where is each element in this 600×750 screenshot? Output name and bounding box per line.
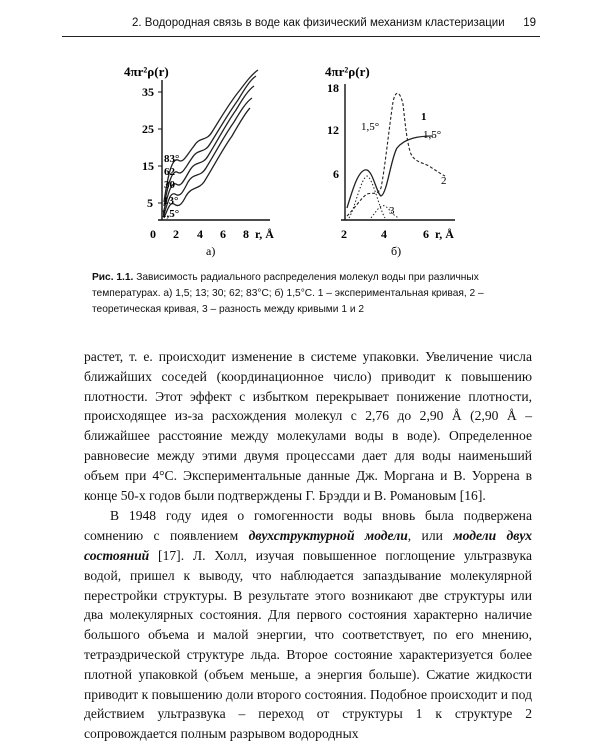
panel-a-ylabel: 4πr²ρ(r) bbox=[124, 64, 169, 79]
panel-b-xtick: 6 bbox=[423, 227, 429, 241]
panel-a-xtick: 2 bbox=[173, 227, 179, 241]
panel-a-curve bbox=[164, 86, 254, 210]
panel-b-graph bbox=[315, 58, 495, 268]
panel-b-curve-3 bbox=[371, 206, 399, 218]
paragraph-text: , или bbox=[407, 528, 454, 544]
panel-b-xtick: 2 bbox=[341, 227, 347, 241]
running-header bbox=[62, 14, 540, 37]
panel-b-curve-label: 1 bbox=[421, 111, 427, 123]
panel-a-ytick: 25 bbox=[142, 122, 154, 136]
panel-a-graph bbox=[100, 58, 300, 268]
panel-b-curve-label: 3 bbox=[389, 205, 395, 217]
caption-label: Рис. 1.1. bbox=[92, 272, 134, 283]
paragraph bbox=[84, 506, 532, 744]
panel-b-curve-3 bbox=[349, 176, 385, 218]
panel-a-curve-label: 30 bbox=[164, 179, 175, 191]
body-text bbox=[84, 347, 532, 744]
panel-a-xtick: 6 bbox=[220, 227, 226, 241]
paragraph-text: В 1948 году идея о гомогенности воды вновь была подвержена сомнению с появлением bbox=[84, 508, 532, 544]
paragraph-text: [17]. Л. Холл, изучая повышенное поглощение ультразвука водой, пришел к выводу, что наблюдается запаздывание молекулярной перестройки структуры. В результате этого возникают две структуры или два молекулярных состояния. Для первого состояния характерно наличие большого объема и малой энергии, что соответствует, по его мнению, тетраэдрической структуре льда. Второе состояние характеризуется более плотной упаковкой (объем меньше, а энергия больше). Сжатие жидкости приводит к повышению доли второго состояния. Подобное происходит и под действием ультразвука – переход от структуры 1 к структуре 2 сопровождается полным разрывом водородных bbox=[84, 547, 532, 742]
panel-a-label: а) bbox=[206, 244, 216, 258]
emphasis-term: двухструктурной модели bbox=[248, 528, 408, 544]
caption-text: Зависимость радиального распределения молекул воды при различных температурах. а) 1,5; 13; 30; 62; 83°С; б) 1,5°С. 1 – экспериментальная кривая, 2 – теоретическая кривая, 3 – разность между кривыми 1 и 2 bbox=[92, 272, 484, 315]
panel-a-curve-label: 83° bbox=[164, 153, 180, 165]
panel-a-curve-label: 1,5° bbox=[161, 208, 180, 220]
panel-a-curve-label: 13° bbox=[163, 195, 179, 207]
panel-a-curve-label: 62 bbox=[164, 166, 175, 178]
panel-b-temp-label: 1,5° bbox=[361, 121, 380, 133]
panel-b-temp-label: 1,5° bbox=[423, 129, 442, 141]
panel-a-xtick: 4 bbox=[197, 227, 203, 241]
panel-b-ytick: 6 bbox=[333, 167, 339, 181]
panel-b-xtick: 4 bbox=[381, 227, 387, 241]
panel-b-ytick: 12 bbox=[327, 123, 339, 137]
panel-b-curve-1 bbox=[347, 136, 433, 208]
panel-a-xtick: 8 bbox=[243, 227, 249, 241]
panel-b-xlabel: r, Å bbox=[435, 227, 454, 241]
panel-b-curve-label: 2 bbox=[441, 175, 447, 187]
chapter-title: 2. Водородная связь в воде как физический механизм кластеризации bbox=[132, 17, 505, 29]
panel-a-curve bbox=[164, 76, 256, 206]
panel-a-ytick: 35 bbox=[142, 85, 154, 99]
panel-b-ytick: 18 bbox=[327, 81, 339, 95]
emphasis-term: модели двух состояний bbox=[84, 528, 533, 563]
paragraph: растет, т. е. происходит изменение в системе упаковки. Увеличение числа ближайших соседей (координационное число) приводит к повышению плотности. Этот эффект с избытком перекрывает понижение плотности, происходящее из-за расхождения молекул с 2,76 до 2,90 Å (2,90 Å – ближайшее расстояние между молекулами воды в воде). Определенное равновесие между этими двумя процессами дает для воды наименьший объем при 4°С. Экспериментальные данные Дж. Моргана и В. Уоррена в конце 50-х годов были подтверждены Г. Брэдди и В. Романовым [16]. bbox=[84, 349, 532, 503]
panel-a-xlabel: r, Å bbox=[255, 227, 274, 241]
panel-a-xtick: 0 bbox=[150, 227, 156, 241]
figure-1-1 bbox=[100, 58, 500, 268]
panel-b-ylabel: 4πr²ρ(r) bbox=[325, 64, 370, 79]
panel-b-label: б) bbox=[391, 244, 402, 258]
page-number: 19 bbox=[523, 17, 536, 29]
panel-b-curve-2 bbox=[347, 93, 445, 216]
panel-a-ytick: 15 bbox=[142, 159, 154, 173]
panel-a-ytick: 5 bbox=[147, 196, 153, 210]
figure-caption bbox=[92, 270, 522, 318]
